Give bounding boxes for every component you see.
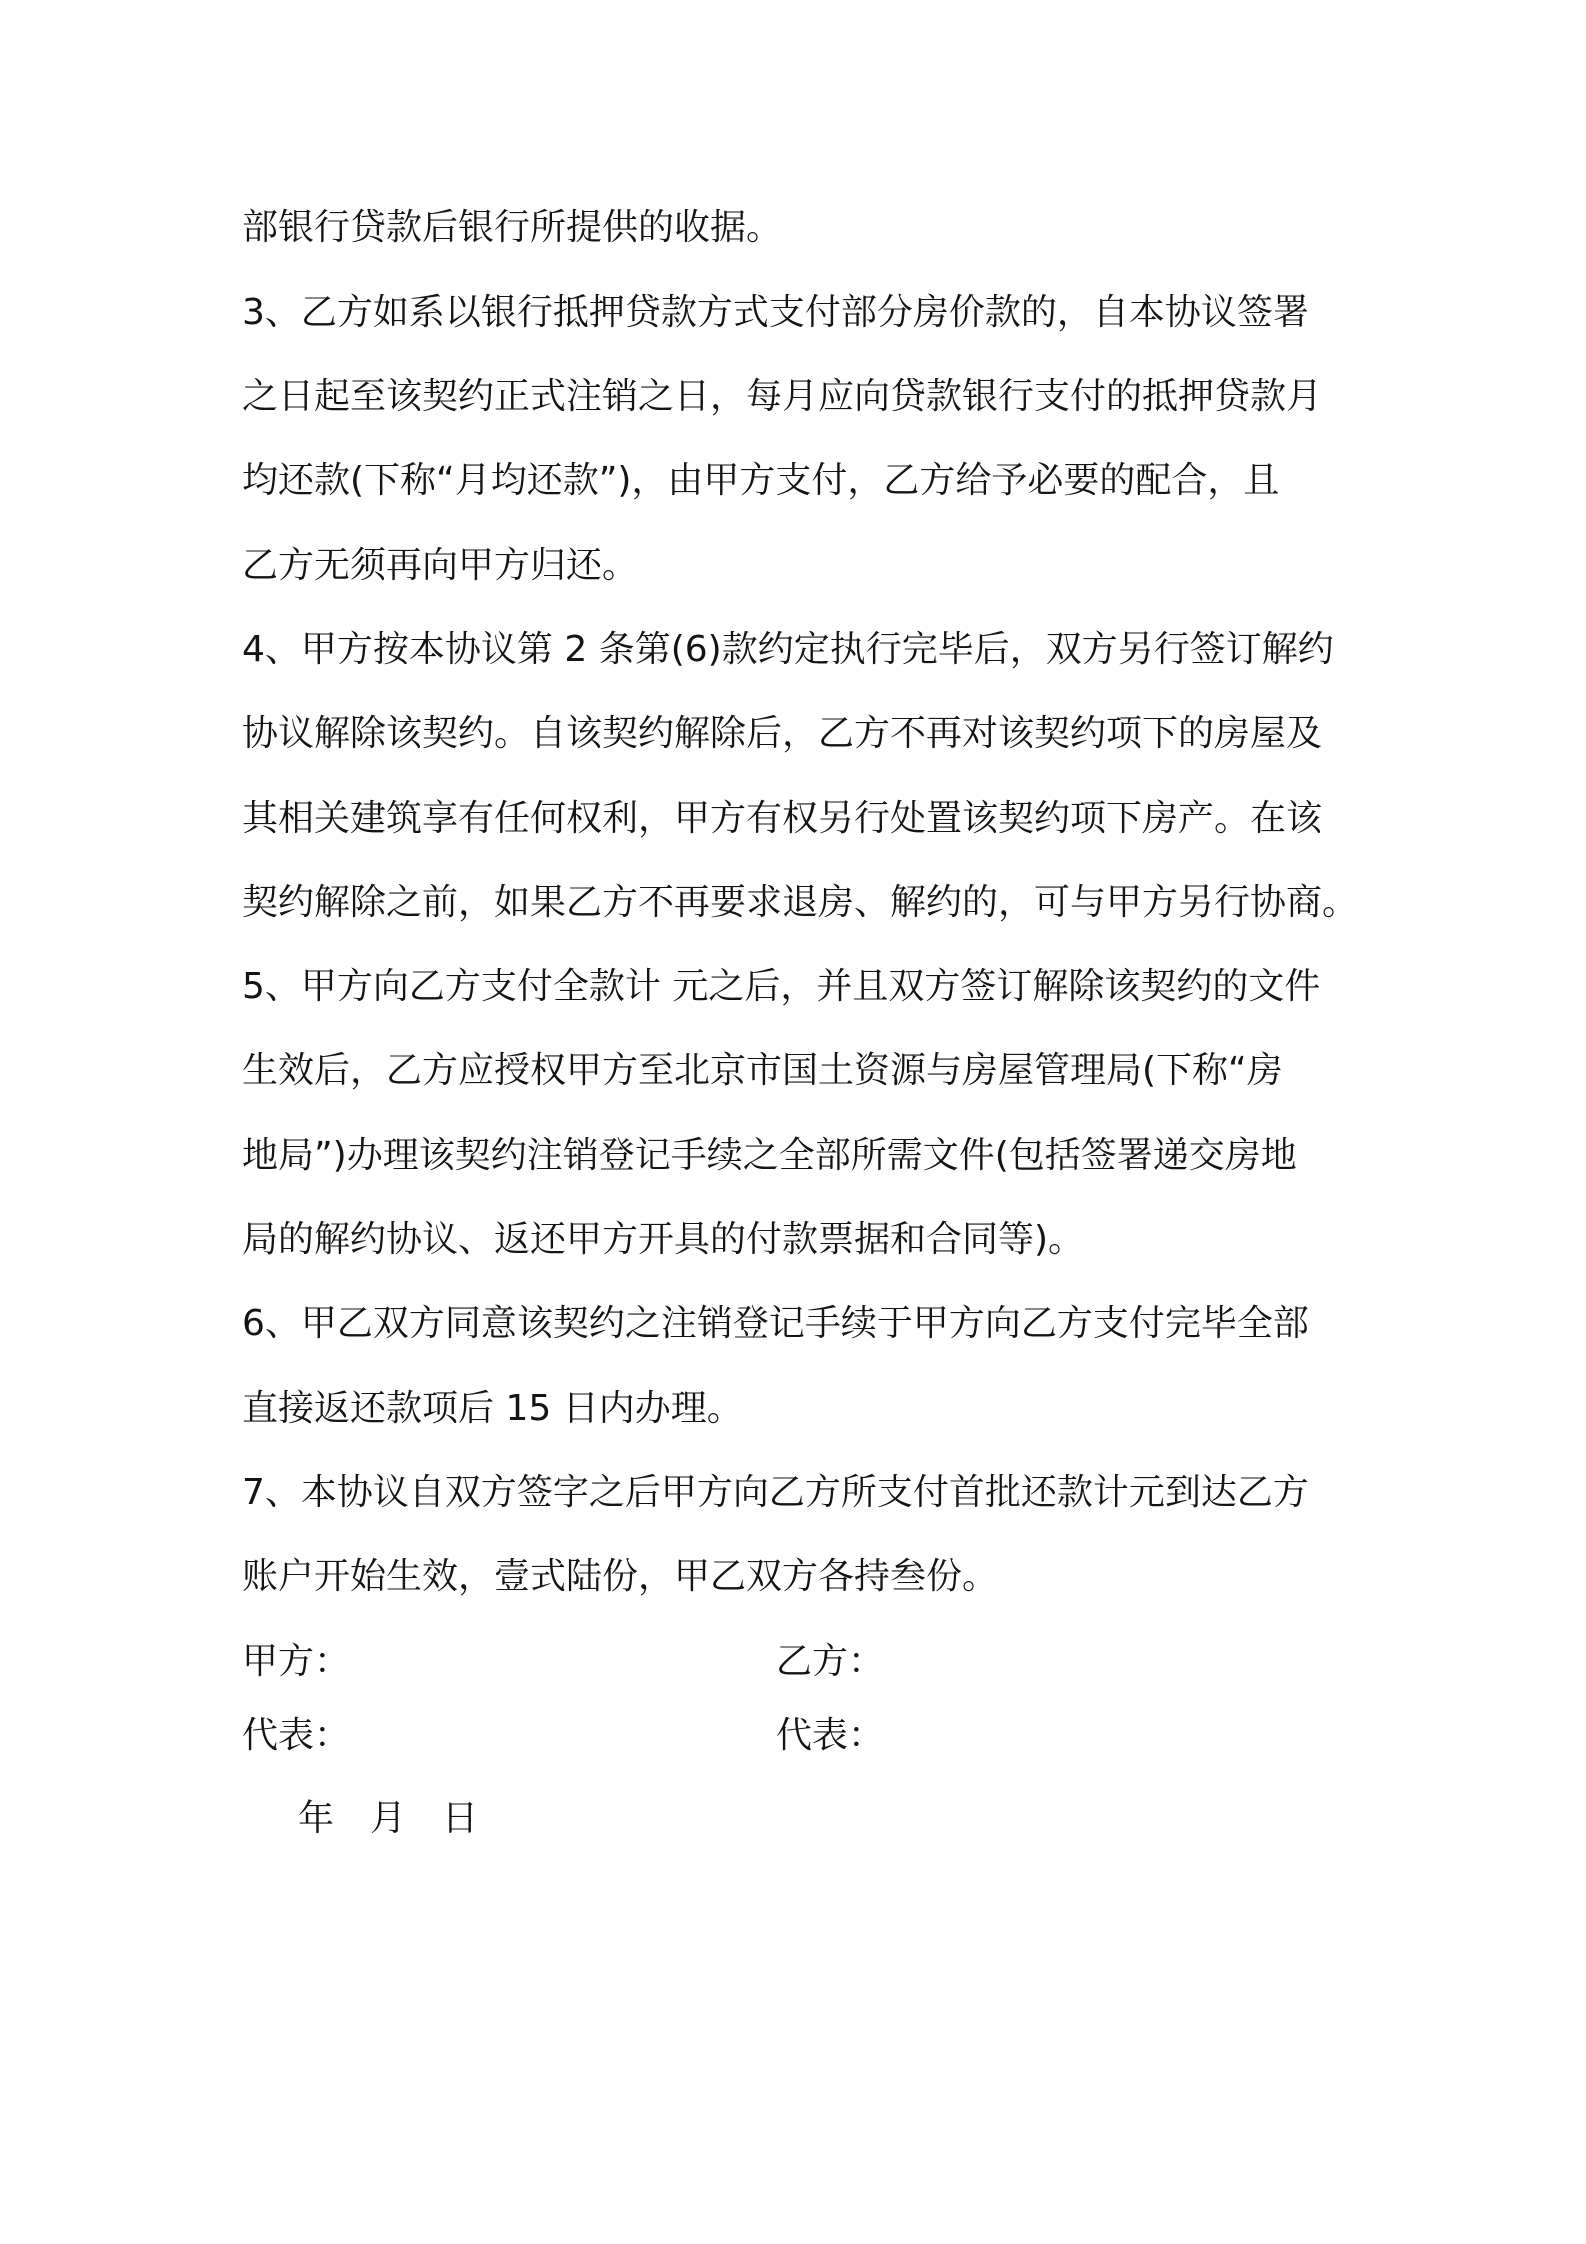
party-b-label: 乙方： (776, 1641, 885, 1682)
paragraph-line: 局的解约协议、返还甲方开具的付款票据和合同等)。 (242, 1219, 1085, 1260)
party-a-label: 甲方： (242, 1641, 351, 1682)
party-b-representative-label: 代表： (776, 1715, 885, 1756)
paragraph-line: 账户开始生效，壹式陆份，甲乙双方各持叁份。 (242, 1556, 999, 1597)
paragraph-line: 契约解除之前，如果乙方不再要求退房、解约的，可与甲方另行协商。 (242, 882, 1359, 923)
date-line (298, 1797, 478, 1841)
paragraph-line: 6、甲乙双方同意该契约之注销登记手续于甲方向乙方支付完毕全部 (242, 1303, 1309, 1344)
paragraph-line: 生效后，乙方应授权甲方至北京市国土资源与房屋管理局(下称“房 (242, 1050, 1283, 1091)
paragraph-line: 3、乙方如系以银行抵押贷款方式支付部分房价款的，自本协议签署 (242, 292, 1309, 333)
paragraph-line: 4、甲方按本协议第 2 条第(6)款约定执行完毕后，双方另行签订解约 (242, 629, 1334, 670)
paragraph-line: 部银行贷款后银行所提供的收据。 (242, 207, 783, 248)
paragraph-line: 地局”)办理该契约注销登记手续之全部所需文件(包括签署递交房地 (242, 1135, 1297, 1176)
paragraph-line: 直接返还款项后 15 日内办理。 (242, 1388, 743, 1429)
paragraph-line: 之日起至该契约正式注销之日，每月应向贷款银行支付的抵押贷款月 (242, 376, 1323, 417)
paragraph-line: 协议解除该契约。自该契约解除后，乙方不再对该契约项下的房屋及 (242, 713, 1323, 754)
paragraph-line: 5、甲方向乙方支付全款计 元之后，并且双方签订解除该契约的文件 (242, 966, 1321, 1007)
paragraph-line: 乙方无须再向甲方归还。 (242, 545, 639, 586)
paragraph-line: 均还款(下称“月均还款”)，由甲方支付，乙方给予必要的配合，且 (242, 460, 1280, 501)
paragraph-line: 其相关建筑享有任何权利，甲方有权另行处置该契约项下房产。在该 (242, 798, 1323, 839)
party-a-representative-label: 代表： (242, 1715, 351, 1756)
date-year: 年 (298, 1798, 335, 1839)
date-day: 日 (442, 1798, 479, 1839)
date-month: 月 (370, 1798, 407, 1839)
paragraph-line: 7、本协议自双方签字之后甲方向乙方所支付首批还款计元到达乙方 (242, 1472, 1309, 1513)
